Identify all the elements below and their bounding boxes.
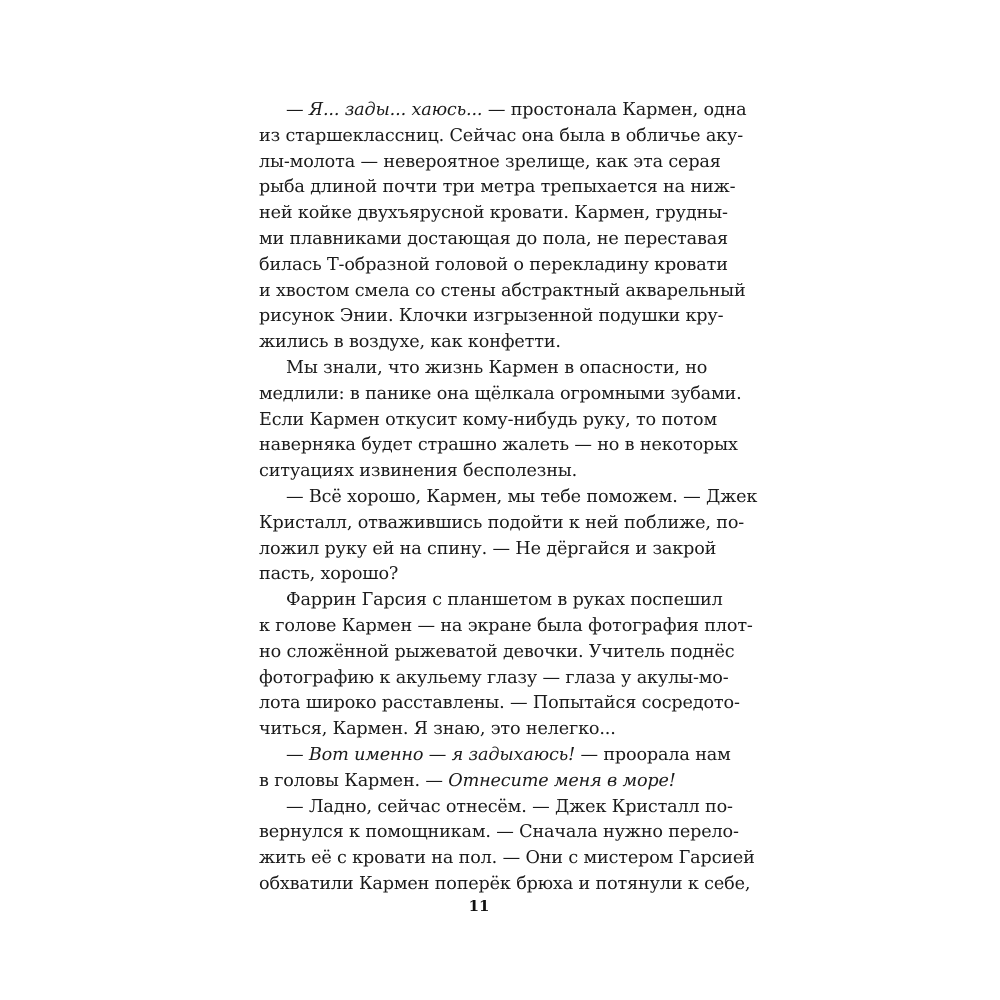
text-segment: в головы Кармен. — xyxy=(259,770,449,791)
italic-text: Я... зады... хаюсь... xyxy=(308,100,483,120)
text-segment: ней койке двухъярусной кровати. Кармен, грудны- xyxy=(259,203,728,224)
text-line xyxy=(259,227,728,253)
text-segment: лы-молота — невероятное зрелище, как эта серая xyxy=(259,151,721,172)
text-segment: рыба длиной почти три метра трепыхается на ниж- xyxy=(259,177,736,198)
text-segment: но сложённой рыжеватой девочки. Учитель поднёс xyxy=(259,641,735,662)
text-segment: Если Кармен откусит кому-нибудь руку, то потом xyxy=(259,409,718,430)
text-segment: вернулся к помощникам. — Сначала нужно перело- xyxy=(259,822,739,843)
italic-text: Отнесите меня в море! xyxy=(448,770,676,791)
text-segment: ми плавниками достающая до пола, не переставая xyxy=(259,228,728,249)
text-line xyxy=(259,717,701,743)
text-segment: к голове Кармен — на экране была фотография плот- xyxy=(259,615,753,636)
text-line xyxy=(259,691,740,717)
text-line xyxy=(259,253,728,279)
text-segment: фотографию к акульему глазу — глаза у акулы-мо- xyxy=(259,667,729,688)
text-line xyxy=(259,459,701,485)
text-line xyxy=(259,279,746,305)
text-line xyxy=(259,175,736,201)
text-line xyxy=(259,304,724,330)
text-segment: пасть, хорошо? xyxy=(259,564,399,585)
text-segment: — Ладно, сейчас отнесём. — Джек Кристалл по- xyxy=(286,796,733,817)
text-line xyxy=(259,743,731,769)
text-line xyxy=(259,330,701,356)
text-line xyxy=(259,666,729,692)
text-segment: Мы знали, что жизнь Кармен в опасности, но xyxy=(286,357,708,378)
text-segment: — xyxy=(286,744,309,765)
text-segment: из старшеклассниц. Сейчас она была в обличье аку- xyxy=(259,125,743,146)
text-segment: Кристалл, отважившись подойти к ней поближе, по- xyxy=(259,512,745,533)
text-line xyxy=(259,769,701,795)
text-line xyxy=(259,537,717,563)
text-line xyxy=(259,408,718,434)
text-line xyxy=(259,640,735,666)
text-segment: билась Т-образной головой о перекладину кровати xyxy=(259,254,728,275)
text-segment: Фаррин Гарсия с планшетом в руках поспешил xyxy=(286,590,723,611)
text-line xyxy=(259,150,721,176)
text-line xyxy=(259,433,738,459)
text-line xyxy=(259,201,728,227)
paragraph xyxy=(259,795,755,898)
text-line xyxy=(259,795,733,821)
text-line xyxy=(259,846,755,872)
text-line xyxy=(259,614,753,640)
paragraph xyxy=(259,98,747,356)
text-segment: — xyxy=(286,100,309,120)
text-segment: жить её с кровати на пол. — Они с мистером Гарсией xyxy=(259,848,755,869)
paragraph xyxy=(259,485,758,588)
text-segment: рисунок Энии. Клочки изгрызенной подушки кру- xyxy=(259,306,724,327)
text-line xyxy=(259,485,758,511)
text-segment: ситуациях извинения бесполезны. xyxy=(259,461,578,482)
text-line xyxy=(259,356,708,382)
paragraph xyxy=(259,588,753,743)
text-segment: — проорала нам xyxy=(575,744,731,765)
text-line xyxy=(259,124,743,150)
paragraph xyxy=(259,743,731,795)
text-segment: — простонала Кармен, одна xyxy=(482,100,747,120)
italic-text: Вот именно — я задыхаюсь! xyxy=(308,744,576,765)
text-segment: медлили: в панике она щёлкала огромными зубами. xyxy=(259,383,742,404)
text-segment: жились в воздухе, как конфетти. xyxy=(259,332,561,353)
text-line xyxy=(259,562,701,588)
text-segment: — Всё хорошо, Кармен, мы тебе поможем. — Джек xyxy=(286,486,758,507)
text-segment: обхватили Кармен поперёк брюха и потянули к себе, xyxy=(259,873,751,894)
text-line xyxy=(259,98,747,124)
text-segment: наверняка будет страшно жалеть — но в некоторых xyxy=(259,435,738,456)
text-line xyxy=(259,872,751,898)
paragraph xyxy=(259,356,742,485)
page-number xyxy=(0,897,1000,915)
text-line xyxy=(259,588,723,614)
text-segment: ложил руку ей на спину. — Не дёргайся и закрой xyxy=(259,538,717,559)
text-segment: лота широко расставлены. — Попытайся сосредото- xyxy=(259,693,740,714)
text-line xyxy=(259,382,742,408)
text-line xyxy=(259,511,745,537)
page-number-label: 11 xyxy=(468,897,490,915)
text-segment: и хвостом смела со стены абстрактный акварельный xyxy=(259,280,746,301)
text-segment: читься, Кармен. Я знаю, это нелегко... xyxy=(259,719,616,740)
body-text xyxy=(259,98,758,898)
text-line xyxy=(259,820,739,846)
